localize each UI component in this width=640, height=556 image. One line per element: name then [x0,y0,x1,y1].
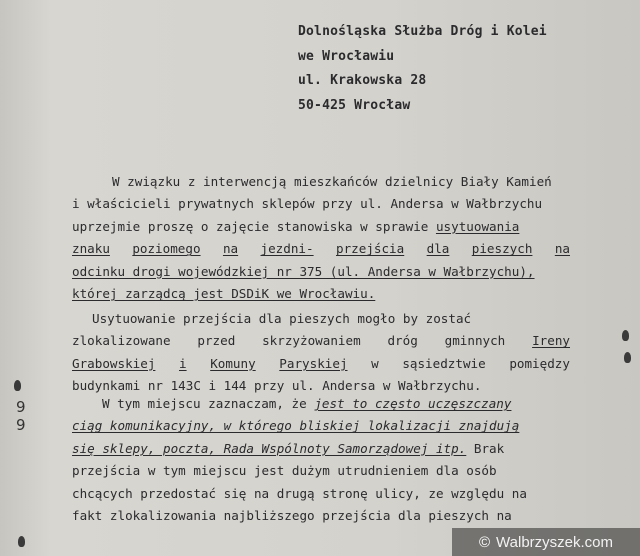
recipient-address [298,20,547,118]
margin-mark: 9 [16,416,26,434]
word: przed [197,333,236,349]
address-line-3: ul. Krakowska 28 [298,73,427,88]
text-line [72,438,570,460]
word: gminnych [444,333,506,349]
paragraph-2 [72,308,570,398]
text-span: uprzejmie proszę o zajęcie stanowiska w sprawie [72,218,436,234]
text-line [72,216,570,238]
address-line-4: 50-425 Wrocław [298,97,411,113]
underlined-line: której zarządcą jest DSDiK we Wrocławiu. [72,285,376,301]
underlined-word: Grabowskiej [72,355,156,371]
word: dla [426,241,450,257]
underlined-italic-text: się sklepy, poczta, Rada Wspólnoty Samorządowej itp. [72,440,467,456]
underlined-word: i [179,355,187,371]
underlined-word: Paryskiej [279,355,348,371]
paragraph-3 [72,393,570,527]
underlined-line: ciąg komunikacyjny, w którego bliskiej lokalizacji znajdują [72,418,520,434]
punch-hole-mark [14,380,21,391]
address-line-2: we Wrocławiu [298,48,395,64]
paragraph-1 [72,171,570,305]
text-line: chcących przedostać się na drugą stronę ulicy, ze względu na [72,485,527,501]
underlined-line [72,238,570,260]
punch-hole-mark [18,536,25,547]
margin-mark: 9 [16,398,26,416]
word: przejścia [335,241,405,257]
word: w [371,355,379,371]
text-line: przejścia w tym miejscu jest dużym utrudnieniem dla osób [72,463,497,479]
punch-hole-mark [622,330,629,341]
word: skrzyżowaniem [262,333,361,349]
word: pomiędzy [509,355,570,371]
text-line: budynkami nr 143C i 144 przy ul. Andersa w Wałbrzychu. [72,378,482,394]
word: zlokalizowane [72,333,171,349]
word: jezdni- [260,241,314,257]
word: pieszych [471,241,533,257]
underlined-line: odcinku drogi wojewódzkiej nr 375 (ul. Andersa w Wałbrzychu), [72,263,535,279]
text-line: i właścicieli prywatnych sklepów przy ul. Andersa w Wałbrzychu [72,196,543,212]
text-span: W tym miejscu zaznaczam, że [102,396,315,411]
word: poziomego [132,241,201,257]
punch-hole-mark [624,352,631,363]
underlined-word: Ireny [532,333,570,349]
text-line: fakt zlokalizowania najbliższego przejścia dla pieszych na [72,507,512,523]
watermark [452,528,640,556]
word: dróg [387,333,418,349]
word: znaku [72,241,110,257]
text-line: W związku z interwencją mieszkańców dzielnicy Biały Kamień [112,174,552,189]
underlined-word: Komuny [210,355,256,371]
watermark-text: Walbrzyszek.com [496,533,614,551]
text-line [72,353,570,375]
word: na [554,241,570,257]
text-line: Usytuowanie przejścia dla pieszych mogło by zostać [92,311,472,326]
underlined-text: usytuowania [435,218,520,234]
word: na [222,241,239,257]
text-line [72,330,570,352]
word: sąsiedztwie [402,355,486,371]
text-span: Brak [466,440,505,456]
copyright-icon: © [478,533,491,551]
text-line [72,393,570,415]
underlined-italic-text: jest to często uczęszczany [314,396,512,411]
address-line-1: Dolnośląska Służba Dróg i Kolei [298,24,547,39]
